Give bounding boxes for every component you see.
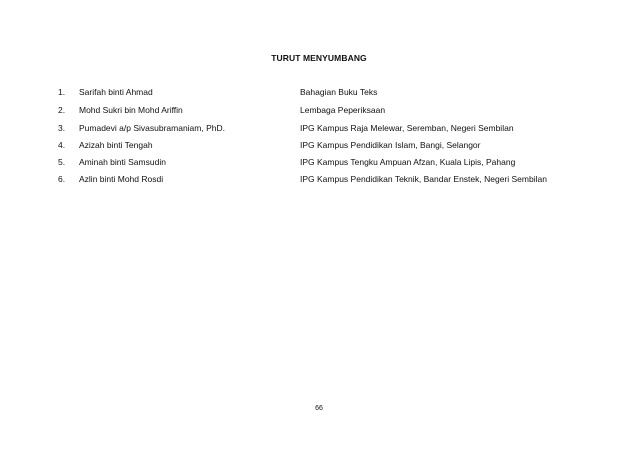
contributor-name: Pumadevi a/p Sivasubramaniam, PhD. (79, 123, 225, 133)
contributor-organization: IPG Kampus Pendidikan Islam, Bangi, Selangor (300, 140, 481, 150)
item-number: 6. (58, 174, 66, 184)
page-title: TURUT MENYUMBANG (271, 53, 367, 63)
list-item (0, 138, 638, 152)
contributor-name: Mohd Sukri bin Mohd Ariffin (79, 105, 183, 115)
contributor-organization: IPG Kampus Pendidikan Teknik, Bandar Enstek, Negeri Sembilan (300, 174, 547, 184)
contributor-organization: Bahagian Buku Teks (300, 87, 378, 97)
contributor-organization: IPG Kampus Raja Melewar, Seremban, Negeri Sembilan (300, 123, 514, 133)
contributor-organization: Lembaga Peperiksaan (300, 105, 386, 115)
contributor-name: Azizah binti Tengah (79, 140, 153, 150)
item-number: 3. (58, 123, 66, 133)
contributor-name: Aminah binti Samsudin (79, 157, 166, 167)
list-item (0, 85, 638, 99)
contributor-name: Sarifah binti Ahmad (79, 87, 153, 97)
contributor-organization: IPG Kampus Tengku Ampuan Afzan, Kuala Lipis, Pahang (300, 157, 516, 167)
item-number: 1. (58, 87, 66, 97)
contributor-name: Azlin binti Mohd Rosdi (79, 174, 164, 184)
item-number: 4. (58, 140, 66, 150)
list-item (0, 155, 638, 169)
item-number: 2. (58, 105, 66, 115)
list-item (0, 121, 638, 135)
item-number: 5. (58, 157, 66, 167)
page-number: 66 (315, 405, 323, 412)
list-item (0, 172, 638, 186)
list-item (0, 103, 638, 117)
